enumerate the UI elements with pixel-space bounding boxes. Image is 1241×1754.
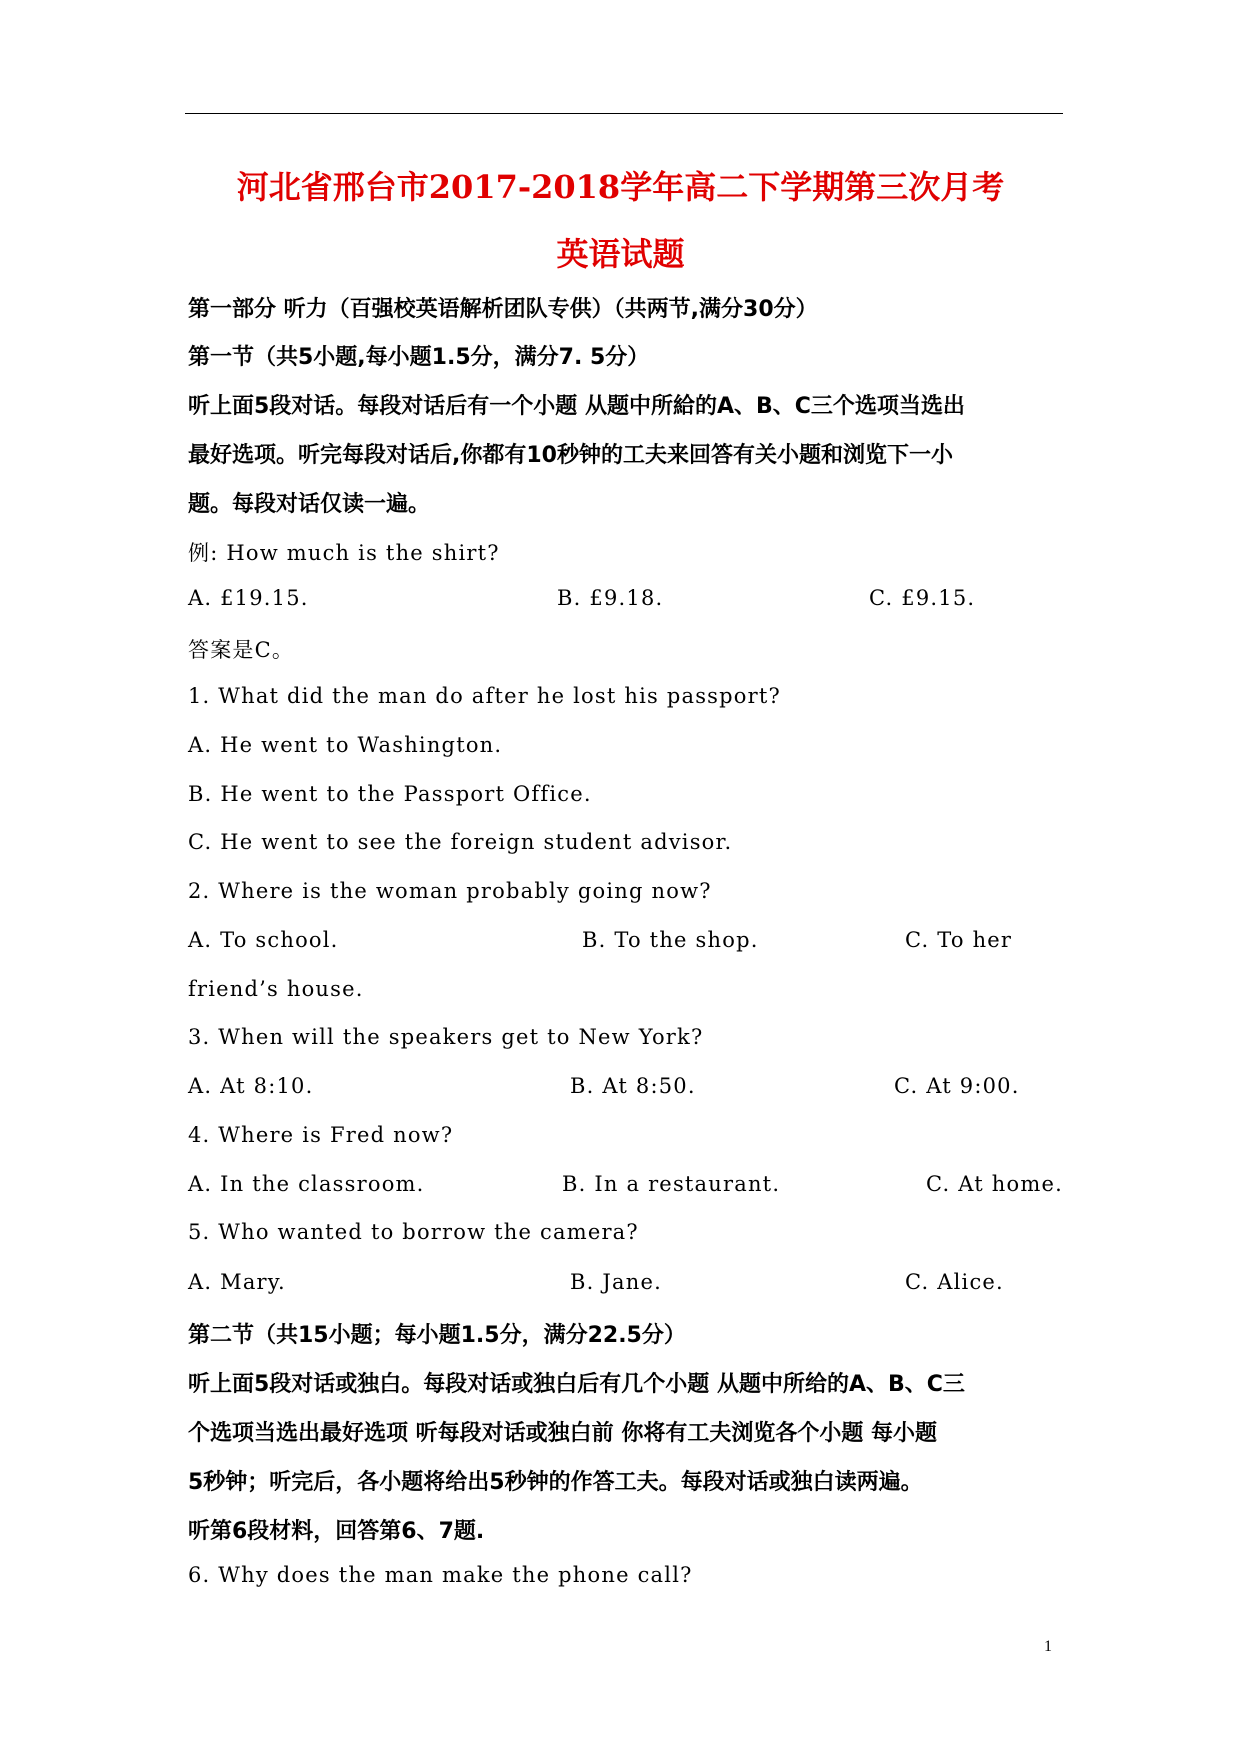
section1-instruction-line: 最好选项。听完每段对话后,你都有10秒钟的工夫来回答有关小题和浏览下一小 bbox=[188, 443, 953, 468]
question-4-option-a: A. In the classroom. bbox=[188, 1172, 425, 1196]
section1-instruction-line: 题。每段对话仅读一遍。 bbox=[188, 492, 431, 517]
material-note: 听第6段材料，回答第6、7题. bbox=[188, 1519, 485, 1544]
question-3-option-b: B. At 8:50. bbox=[570, 1074, 696, 1098]
page-number: 1 bbox=[1044, 1638, 1052, 1655]
section2-instruction-line: 听上面5段对话或独白。每段对话或独白后有几个小题 从题中所给的A、B、C三 bbox=[188, 1372, 965, 1397]
question-5: 5. Who wanted to borrow the camera? bbox=[188, 1220, 639, 1244]
question-1-option-b: B. He went to the Passport Office. bbox=[188, 782, 592, 806]
example-option-a: A. £19.15. bbox=[188, 586, 309, 610]
exam-subject-title: 英语试题 bbox=[556, 235, 685, 273]
question-1-option-c: C. He went to see the foreign student advisor. bbox=[188, 830, 733, 854]
question-2-option-c: C. To her bbox=[905, 928, 1013, 952]
question-3-option-c: C. At 9:00. bbox=[894, 1074, 1020, 1098]
exam-title: 河北省邢台市2017-2018学年高二下学期第三次月考 bbox=[236, 168, 1005, 206]
question-2: 2. Where is the woman probably going now? bbox=[188, 879, 712, 903]
question-5-option-b: B. Jane. bbox=[570, 1270, 662, 1294]
section1-heading: 第一节（共5小题,每小题1.5分，满分7. 5分） bbox=[188, 345, 650, 370]
part1-heading: 第一部分 听力（百强校英语解析团队专供）（共两节,满分30分） bbox=[188, 297, 818, 322]
question-2-option-a: A. To school. bbox=[188, 928, 339, 952]
question-2-option-c-continued: friend’s house. bbox=[188, 977, 364, 1001]
question-5-option-a: A. Mary. bbox=[188, 1270, 286, 1294]
question-3: 3. When will the speakers get to New York? bbox=[188, 1025, 704, 1049]
question-4: 4. Where is Fred now? bbox=[188, 1123, 454, 1147]
section2-instruction-line: 5秒钟；听完后，各小题将给出5秒钟的作答工夫。每段对话或独白读两遍。 bbox=[188, 1470, 923, 1495]
section2-instruction-line: 个选项当选出最好选项 听每段对话或独白前 你将有工夫浏览各个小题 每小题 bbox=[188, 1421, 937, 1446]
question-5-option-c: C. Alice. bbox=[905, 1270, 1004, 1294]
example-option-c: C. £9.15. bbox=[869, 586, 976, 610]
question-4-option-c: C. At home. bbox=[926, 1172, 1063, 1196]
question-1: 1. What did the man do after he lost his passport? bbox=[188, 684, 781, 708]
question-6: 6. Why does the man make the phone call? bbox=[188, 1563, 693, 1587]
question-1-option-a: A. He went to Washington. bbox=[188, 733, 503, 757]
example-option-b: B. £9.18. bbox=[557, 586, 664, 610]
question-2-option-b: B. To the shop. bbox=[582, 928, 759, 952]
example-answer: 答案是C。 bbox=[188, 638, 295, 662]
example-question: 例: How much is the shirt? bbox=[188, 541, 500, 565]
question-4-option-b: B. In a restaurant. bbox=[562, 1172, 781, 1196]
section2-heading: 第二节（共15小题；每小题1.5分，满分22.5分） bbox=[188, 1323, 686, 1348]
question-3-option-a: A. At 8:10. bbox=[188, 1074, 314, 1098]
header-rule bbox=[185, 113, 1063, 114]
section1-instruction-line: 听上面5段对话。每段对话后有一个小题 从题中所給的A、B、C三个选项当选出 bbox=[188, 394, 965, 419]
